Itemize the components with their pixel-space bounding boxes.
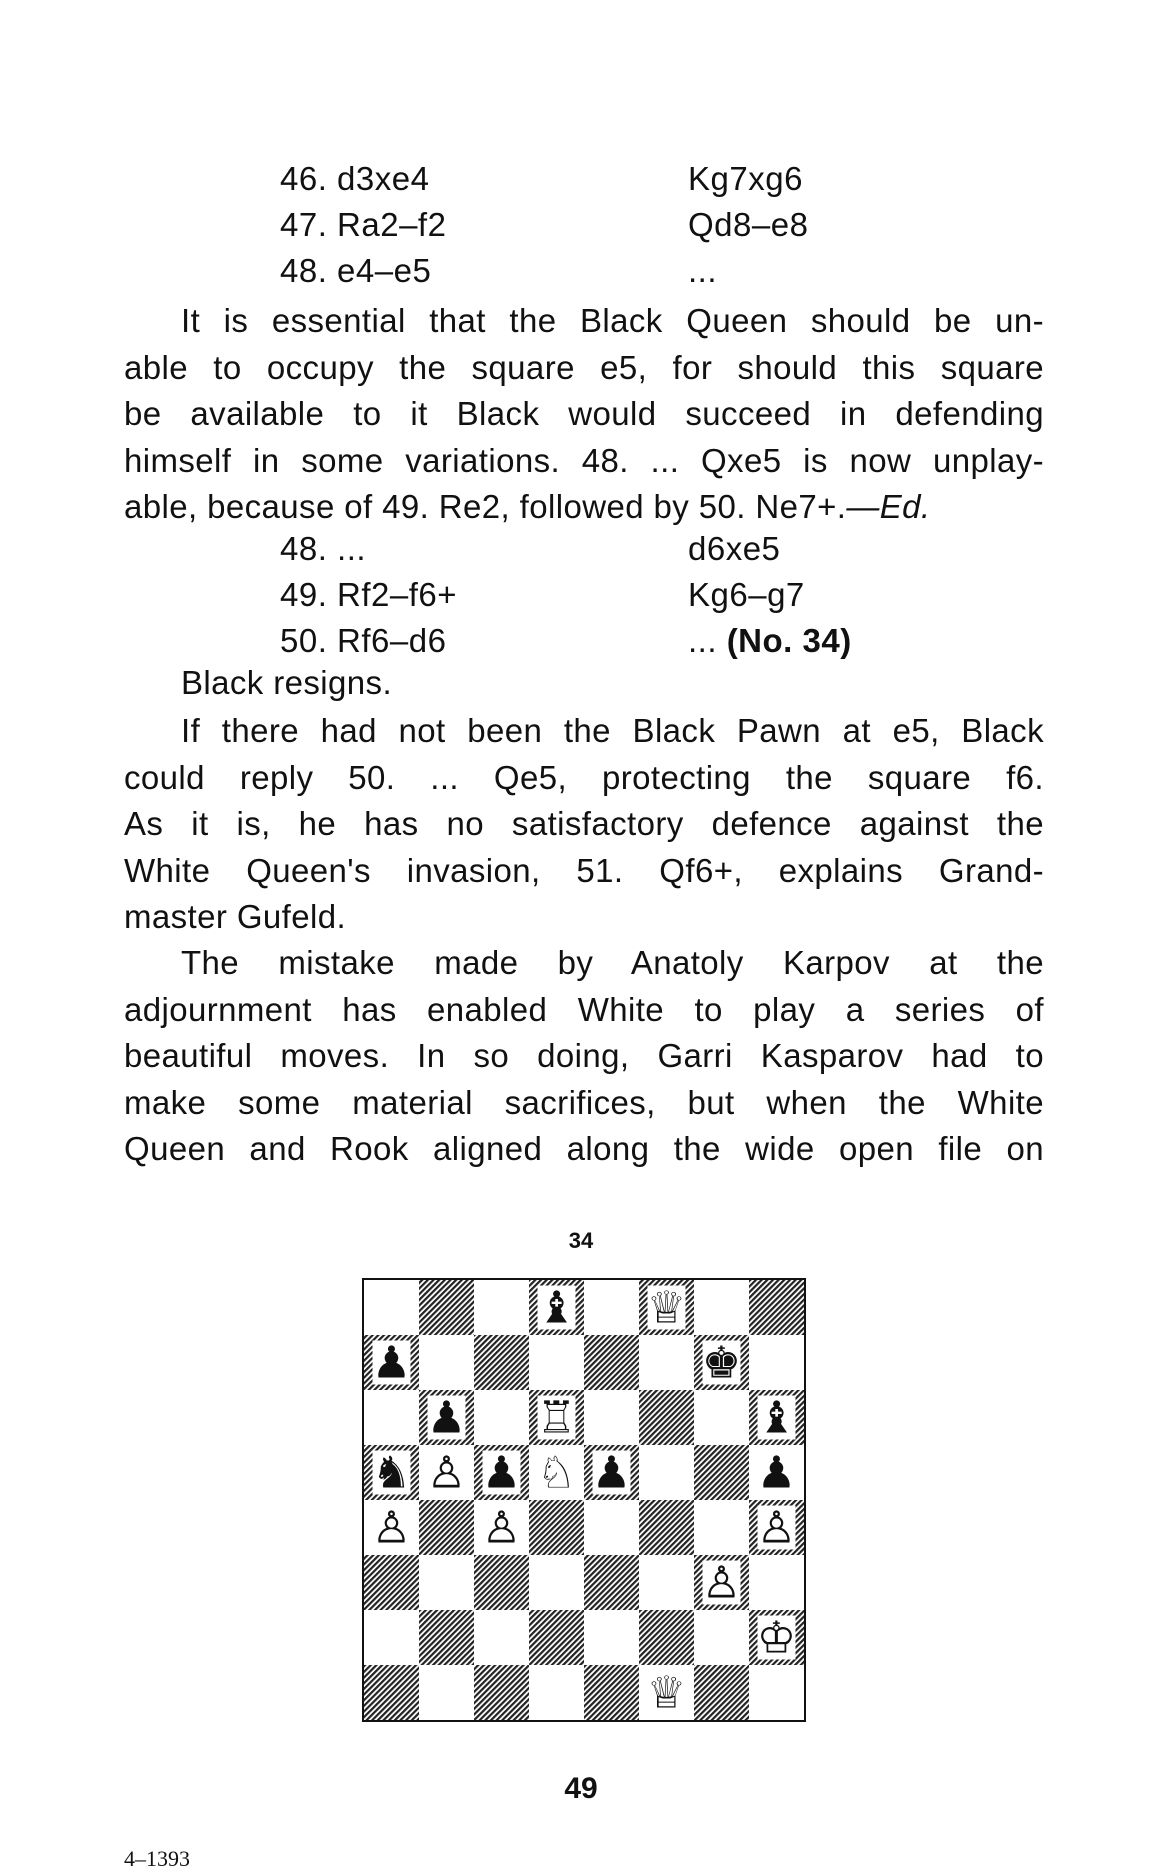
board-square-g4 (694, 1500, 749, 1555)
board-square-c2 (474, 1610, 529, 1665)
white-knight-icon: ♘ (536, 1447, 577, 1499)
board-square-h1 (749, 1665, 804, 1720)
white-queen-icon: ♕ (646, 1667, 687, 1719)
move-row (0, 530, 1162, 574)
editor-mark: —Ed. (846, 488, 931, 525)
board-square-e6 (584, 1390, 639, 1445)
printer-signature: 4–1393 (124, 1846, 190, 1871)
white-pawn-icon: ♙ (426, 1447, 467, 1499)
black-pawn-icon: ♟ (426, 1392, 467, 1444)
board-square-e1 (584, 1665, 639, 1720)
black-move: d6xe5 (688, 530, 781, 567)
board-square-g2 (694, 1610, 749, 1665)
text-line: himself in some variations. 48. ... Qxe5 is now unplay- (124, 441, 1044, 479)
white-move: 48. e4–e5 (280, 252, 432, 289)
text-line: master Gufeld. (124, 898, 347, 935)
text-line: If there had not been the Black Pawn at e5, Black (181, 712, 1044, 749)
board-square-f3 (639, 1555, 694, 1610)
white-move: 49. Rf2–f6+ (280, 576, 458, 613)
board-square-a3 (364, 1555, 419, 1610)
text-line: beautiful moves. In so doing, Garri Kasparov had to (124, 1037, 1044, 1074)
board-square-e2 (584, 1610, 639, 1665)
black-pawn-icon: ♟ (756, 1447, 797, 1499)
black-move: Kg7xg6 (688, 160, 803, 197)
chess-board-svg (364, 1280, 804, 1720)
board-square-b1 (419, 1665, 474, 1720)
move-row (0, 206, 1162, 250)
white-pawn-icon: ♙ (371, 1502, 412, 1554)
white-king-icon: ♔ (756, 1612, 797, 1664)
board-square-f2 (639, 1610, 694, 1665)
board-square-c6 (474, 1390, 529, 1445)
white-queen-icon: ♕ (646, 1282, 687, 1334)
text-line: As it is, he has no satisfactory defence against the (124, 805, 1044, 842)
text-line: adjournment has enabled White to play a series of (124, 990, 1044, 1028)
black-move: Qd8–e8 (688, 206, 809, 243)
board-square-d2 (529, 1610, 584, 1665)
black-bishop-icon: ♝ (536, 1282, 577, 1334)
text-line: be available to it Black would succeed in defending (124, 395, 1044, 432)
board-square-b8 (419, 1280, 474, 1335)
board-square-g8 (694, 1280, 749, 1335)
board-square-d7 (529, 1335, 584, 1390)
board-square-c7 (474, 1335, 529, 1390)
black-move-text: ... (688, 622, 718, 659)
black-king-icon: ♚ (701, 1337, 742, 1389)
text-line: The mistake made by Anatoly Karpov at the (181, 944, 1044, 981)
board-square-d3 (529, 1555, 584, 1610)
board-square-h7 (749, 1335, 804, 1390)
move-row (0, 576, 1162, 620)
white-pawn-icon: ♙ (756, 1502, 797, 1554)
board-square-a2 (364, 1610, 419, 1665)
black-pawn-icon: ♟ (591, 1447, 632, 1499)
black-pawn-icon: ♟ (481, 1447, 522, 1499)
board-square-b3 (419, 1555, 474, 1610)
white-move: 46. d3xe4 (280, 160, 430, 197)
black-move: ... (688, 252, 718, 289)
white-pawn-icon: ♙ (701, 1557, 742, 1609)
chess-board (362, 1278, 806, 1722)
board-square-e4 (584, 1500, 639, 1555)
board-square-b2 (419, 1610, 474, 1665)
board-square-h3 (749, 1555, 804, 1610)
black-move: Kg6–g7 (688, 576, 805, 613)
board-square-e3 (584, 1555, 639, 1610)
text-line: White Queen's invasion, 51. Qf6+, explains Grand- (124, 851, 1044, 889)
board-square-f7 (639, 1335, 694, 1390)
white-move: 50. Rf6–d6 (280, 622, 447, 659)
board-square-b7 (419, 1335, 474, 1390)
board-square-d1 (529, 1665, 584, 1720)
text-line: able to occupy the square e5, for should this square (124, 348, 1044, 386)
board-square-g6 (694, 1390, 749, 1445)
text-line-body: able, because of 49. Re2, followed by 50. Ne7+. (124, 488, 847, 525)
black-knight-icon: ♞ (371, 1447, 412, 1499)
board-square-a1 (364, 1665, 419, 1720)
board-square-h8 (749, 1280, 804, 1335)
board-square-c8 (474, 1280, 529, 1335)
commentary-paragraph (124, 298, 1044, 531)
diagram-number: 34 (568, 1228, 594, 1253)
board-square-g1 (694, 1665, 749, 1720)
board-square-g5 (694, 1445, 749, 1500)
move-row (0, 622, 1162, 666)
board-square-a6 (364, 1390, 419, 1445)
text-line: make some material sacrifices, but when the White (124, 1083, 1044, 1121)
commentary-paragraph (124, 940, 1044, 1173)
commentary-paragraph (124, 708, 1044, 941)
board-square-e7 (584, 1335, 639, 1390)
page-number: 49 (564, 1772, 598, 1805)
resign-line: Black resigns. (181, 664, 393, 701)
board-square-f4 (639, 1500, 694, 1555)
text-line (124, 484, 1044, 531)
board-square-b4 (419, 1500, 474, 1555)
diagram-reference: (No. 34) (726, 622, 852, 659)
board-square-c1 (474, 1665, 529, 1720)
text-line: It is essential that the Black Queen should be un- (181, 302, 1044, 339)
board-square-d4 (529, 1500, 584, 1555)
board-square-f5 (639, 1445, 694, 1500)
black-pawn-icon: ♟ (371, 1337, 412, 1389)
board-square-a8 (364, 1280, 419, 1335)
white-move: 48. ... (280, 530, 367, 567)
board-square-f6 (639, 1390, 694, 1445)
white-move: 47. Ra2–f2 (280, 206, 447, 243)
black-move (688, 622, 852, 660)
white-rook-icon: ♖ (536, 1392, 577, 1444)
text-line: could reply 50. ... Qe5, protecting the square f6. (124, 758, 1044, 796)
black-bishop-icon: ♝ (756, 1392, 797, 1444)
board-square-e8 (584, 1280, 639, 1335)
board-square-c3 (474, 1555, 529, 1610)
text-line: Queen and Rook aligned along the wide open file on (124, 1130, 1044, 1167)
move-row (0, 160, 1162, 204)
white-pawn-icon: ♙ (481, 1502, 522, 1554)
move-row (0, 252, 1162, 296)
